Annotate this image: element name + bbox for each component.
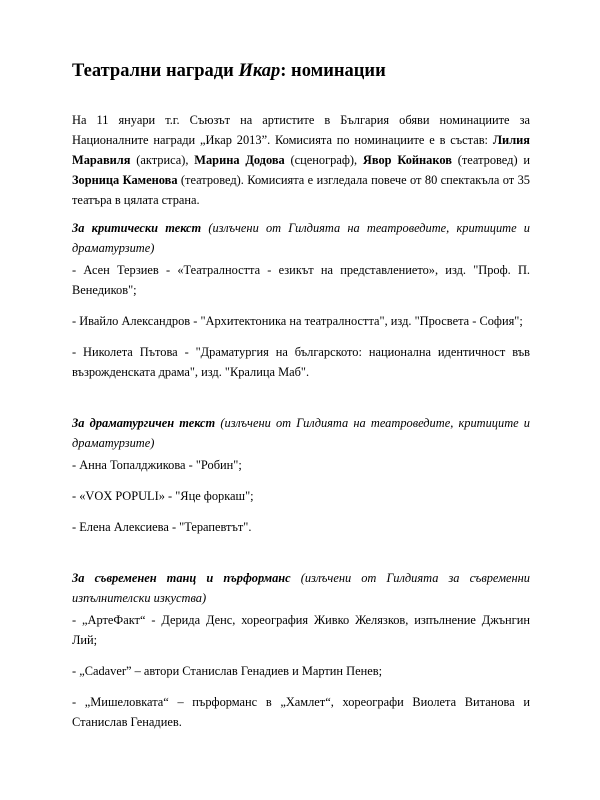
list-item: - Николета Пътова - "Драматургия на българското: национална идентичност във възрожденската драма", изд. "Кралица Маб". — [72, 345, 530, 380]
category-heading — [72, 568, 530, 608]
member-name: Зорница Каменова — [72, 173, 178, 188]
member-name: Лилия Маравиля — [72, 133, 530, 168]
page-title — [72, 60, 530, 82]
list-item: - «VOX POPULI» - "Яце форкаш"; — [72, 489, 254, 504]
section-spacer — [72, 548, 530, 568]
list-item: - Елена Алексиева - "Терапевтът". — [72, 520, 252, 535]
document-page — [72, 60, 530, 743]
category-title: За критически текст — [72, 221, 202, 236]
category-title: За драматургичен текст — [72, 416, 216, 431]
category-subtitle: (излъчени от Гилдията на театроведите, критиците и драматурзите) — [72, 221, 530, 256]
category-contemporary-dance — [72, 568, 530, 732]
category-critical-text — [72, 218, 530, 382]
member-name: Явор Койнаков — [362, 153, 452, 168]
list-item: - „Мишеловката“ – пърформанс в „Хамлет“, хореографи Виолета Витанова и Станислав Генадиев. — [72, 695, 530, 730]
list-item: - Ивайло Александров - "Архитектоника на театралността", изд. "Просвета - София"; — [72, 314, 523, 329]
list-item: - Асен Терзиев - «Театралността - езикът на представлението», изд. "Проф. П. Венедиков"; — [72, 263, 530, 298]
category-subtitle: (излъчени от Гилдията за съвременни изпълнителски изкуства) — [72, 571, 530, 606]
list-item: - „Cadaver” – автори Станислав Генадиев и Мартин Пенев; — [72, 664, 383, 679]
intro-paragraph: На 11 януари т.г. Съюзът на артистите в България обяви номинациите за Националните награди „Икар 2013”. Комисията по номинациите е в състав: Лилия Маравиля (актриса), Марина Додова (сценограф), Явор Койнаков (театровед) и Зорница Каменова (театровед). Комисията е изгледала повече от 80 спектакъла от 35 театъра в цялата страна. — [72, 113, 530, 208]
title-suffix: : номинации — [280, 61, 386, 81]
category-title: За съвременен танц и пърформанс — [72, 571, 291, 586]
list-item: - Анна Топалджикова - "Робин"; — [72, 458, 242, 473]
category-dramaturgy-text — [72, 413, 530, 537]
member-name: Марина Додова — [194, 153, 285, 168]
title-award-name: Икар — [238, 61, 281, 81]
category-heading — [72, 413, 530, 453]
list-item: - „АртеФакт“ - Дерида Денс, хореография Живко Желязков, изпълнение Джънгин Лий; — [72, 613, 530, 648]
category-heading — [72, 218, 530, 258]
category-subtitle: (излъчени от Гилдията на театроведите, критиците и драматурзите) — [72, 416, 531, 451]
title-text: Театрални награди — [72, 61, 239, 81]
section-spacer — [72, 393, 530, 413]
